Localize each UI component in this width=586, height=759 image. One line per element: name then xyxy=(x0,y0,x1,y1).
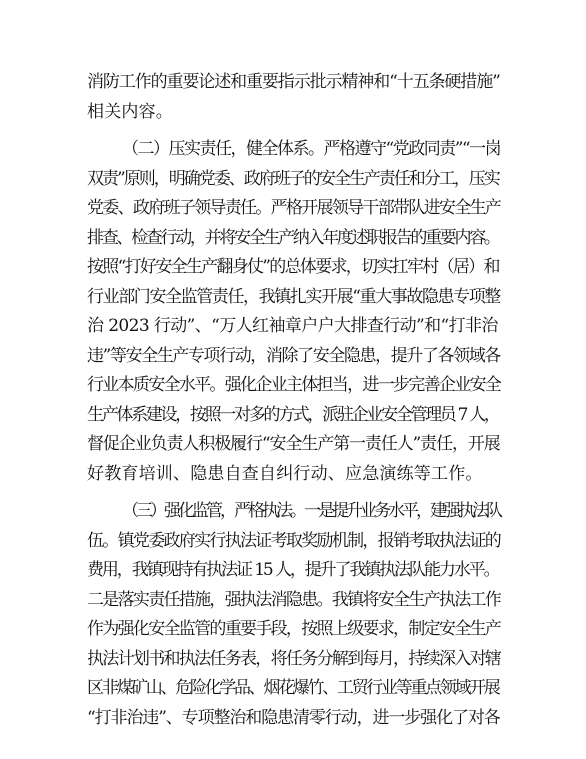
text-line: 排查、检查行动，并将安全生产纳入年度述职报告的重要内容。 xyxy=(87,228,499,248)
text-line: 伍。镇党委政府实行执法证考取奖励机制，报销考取执法证的 xyxy=(87,531,501,551)
text-line: 行业本质安全水平。强化企业主体担当，进一步完善企业安全 xyxy=(87,375,501,395)
text-line: 二是落实责任措施，强执法消隐患。我镇将安全生产执法工作 xyxy=(87,590,501,610)
text-line: 相关内容。 xyxy=(87,102,173,122)
text-line: 生产体系建设，按照一对多的方式，派驻企业安全管理员 7 人， xyxy=(87,405,499,425)
text-line: 督促企业负责人积极履行“安全生产第一责任人”责任，开展 xyxy=(87,434,500,454)
text-line: 党委、政府班子领导责任。严格开展领导干部带队进安全生产 xyxy=(87,198,501,218)
text-line: 双责”原则，明确党委、政府班子的安全生产责任和分工，压实 xyxy=(87,169,499,189)
text-line: 好教育培训、隐患自查自纠行动、应急演练等工作。 xyxy=(87,464,483,484)
text-line: 消防工作的重要论述和重要指示批示精神和“十五条硬措施” xyxy=(87,72,500,92)
text-line: 治 2023 行动”、“万人红袖章户户大排查行动”和“打非治 xyxy=(87,316,498,336)
text-line: “打非治违”、专项整治和隐患清零行动，进一步强化了对各 xyxy=(87,708,500,728)
section-heading-line: （三）强化监管，严格执法。一是提升业务水平，建强执法队 xyxy=(122,501,500,521)
text-line: 执法计划书和执法任务表，将任务分解到每月，持续深入对辖 xyxy=(87,649,501,669)
text-line: 作为强化安全监管的重要手段，按照上级要求，制定安全生产 xyxy=(87,619,501,639)
text-line: 费用，我镇现持有执法证 15 人，提升了我镇执法队能力水平。 xyxy=(87,560,499,580)
text-line: 区非煤矿山、危险化学品、烟花爆竹、工贸行业等重点领域开展 xyxy=(87,678,499,698)
text-line: 按照“打好安全生产翻身仗”的总体要求，切实扛牢村（居）和 xyxy=(87,257,499,277)
text-line: 违”等安全生产专项行动，消除了安全隐患，提升了各领域各 xyxy=(87,346,500,366)
section-heading-line: （二）压实责任，健全体系。严格遵守“党政同责”“一岗 xyxy=(122,139,501,159)
text-line: 行业部门安全监管责任，我镇扎实开展“重大事故隐患专项整 xyxy=(87,287,500,307)
